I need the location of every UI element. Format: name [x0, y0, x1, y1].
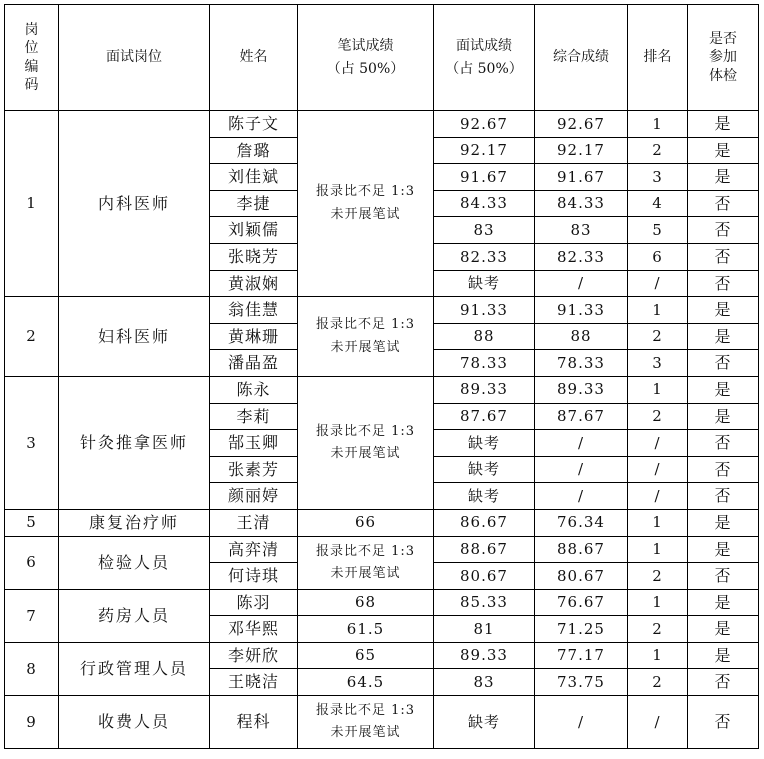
table-row — [5, 509, 759, 536]
written-note-line1: 报录比不足 1:3 — [315, 702, 416, 718]
exam-cell: 是 — [688, 589, 759, 616]
rank-cell: / — [628, 270, 688, 297]
post-code-cell: 1 — [5, 111, 59, 297]
table-row — [5, 111, 759, 138]
written-note-cell — [298, 696, 434, 749]
candidate-name-cell: 颜丽婷 — [210, 483, 298, 510]
exam-cell: 否 — [688, 696, 759, 749]
rank-cell: 1 — [628, 536, 688, 563]
header-rank: 排名 — [628, 5, 688, 111]
written-note-line1: 报录比不足 1:3 — [315, 317, 416, 333]
written-note-line2: 未开展笔试 — [330, 725, 401, 741]
candidate-name-cell: 郜玉卿 — [210, 430, 298, 457]
rank-cell: 6 — [628, 243, 688, 270]
rank-cell: / — [628, 483, 688, 510]
header-exam: 是否参加体检 — [688, 5, 759, 111]
rank-cell: 2 — [628, 403, 688, 430]
candidate-name-cell: 詹璐 — [210, 137, 298, 164]
post-name-cell: 药房人员 — [59, 589, 210, 642]
exam-cell: 是 — [688, 616, 759, 643]
total-score-cell: 78.33 — [535, 350, 628, 377]
rank-cell: 1 — [628, 509, 688, 536]
written-score-cell: 65 — [298, 642, 434, 669]
rank-cell: 1 — [628, 642, 688, 669]
total-score-cell: 82.33 — [535, 243, 628, 270]
table-row — [5, 696, 759, 749]
candidate-name-cell: 李莉 — [210, 403, 298, 430]
interview-score-cell: 缺考 — [434, 430, 535, 457]
interview-score-cell: 86.67 — [434, 509, 535, 536]
post-name-cell: 针灸推拿医师 — [59, 376, 210, 509]
candidate-name-cell: 黄琳珊 — [210, 323, 298, 350]
written-note-line2: 未开展笔试 — [330, 339, 401, 355]
candidate-name-cell: 李妍欣 — [210, 642, 298, 669]
exam-cell: 否 — [688, 669, 759, 696]
candidate-name-cell: 翁佳慧 — [210, 297, 298, 324]
total-score-cell: / — [535, 456, 628, 483]
candidate-name-cell: 程科 — [210, 696, 298, 749]
interview-score-cell: 81 — [434, 616, 535, 643]
rank-cell: 3 — [628, 164, 688, 191]
interview-score-cell: 78.33 — [434, 350, 535, 377]
interview-score-cell: 83 — [434, 669, 535, 696]
candidate-name-cell: 黄淑娴 — [210, 270, 298, 297]
rank-cell: 1 — [628, 297, 688, 324]
candidate-name-cell: 李捷 — [210, 190, 298, 217]
written-score-cell: 61.5 — [298, 616, 434, 643]
interview-score-cell: 88 — [434, 323, 535, 350]
written-note-line1: 报录比不足 1:3 — [315, 423, 416, 439]
header-written-sub: （占 50%） — [326, 60, 405, 77]
rank-cell: 2 — [628, 137, 688, 164]
exam-cell: 否 — [688, 456, 759, 483]
written-note-cell — [298, 111, 434, 297]
total-score-cell: 76.34 — [535, 509, 628, 536]
post-name-cell: 检验人员 — [59, 536, 210, 589]
written-score-cell: 64.5 — [298, 669, 434, 696]
candidate-name-cell: 陈羽 — [210, 589, 298, 616]
exam-cell: 是 — [688, 164, 759, 191]
total-score-cell: 88 — [535, 323, 628, 350]
total-score-cell: 77.17 — [535, 642, 628, 669]
interview-score-cell: 83 — [434, 217, 535, 244]
header-interview-sub: （占 50%） — [445, 60, 523, 77]
exam-cell: 否 — [688, 430, 759, 457]
interview-score-cell: 87.67 — [434, 403, 535, 430]
exam-cell: 否 — [688, 243, 759, 270]
candidate-name-cell: 高弈清 — [210, 536, 298, 563]
post-name-cell: 行政管理人员 — [59, 642, 210, 695]
written-note-cell — [298, 297, 434, 377]
interview-score-cell: 缺考 — [434, 696, 535, 749]
exam-cell: 否 — [688, 190, 759, 217]
interview-score-cell: 84.33 — [434, 190, 535, 217]
rank-cell: 2 — [628, 323, 688, 350]
rank-cell: / — [628, 696, 688, 749]
rank-cell: / — [628, 430, 688, 457]
interview-score-cell: 85.33 — [434, 589, 535, 616]
written-note-line2: 未开展笔试 — [330, 565, 401, 581]
interview-score-cell: 缺考 — [434, 270, 535, 297]
post-code-cell: 5 — [5, 509, 59, 536]
candidate-name-cell: 刘佳斌 — [210, 164, 298, 191]
total-score-cell: 91.67 — [535, 164, 628, 191]
total-score-cell: 83 — [535, 217, 628, 244]
written-note-line1: 报录比不足 1:3 — [315, 543, 416, 559]
interview-score-cell: 92.17 — [434, 137, 535, 164]
total-score-cell: 92.17 — [535, 137, 628, 164]
rank-cell: / — [628, 456, 688, 483]
total-score-cell: 87.67 — [535, 403, 628, 430]
candidate-name-cell: 邓华熙 — [210, 616, 298, 643]
header-total: 综合成绩 — [535, 5, 628, 111]
candidate-name-cell: 陈永 — [210, 376, 298, 403]
table-row — [5, 642, 759, 669]
written-note-line1: 报录比不足 1:3 — [315, 184, 416, 200]
candidate-name-cell: 刘颖儒 — [210, 217, 298, 244]
written-score-cell: 66 — [298, 509, 434, 536]
post-code-cell: 6 — [5, 536, 59, 589]
post-code-cell: 9 — [5, 696, 59, 749]
written-note-line2: 未开展笔试 — [330, 206, 401, 222]
written-score-cell: 68 — [298, 589, 434, 616]
exam-cell: 是 — [688, 323, 759, 350]
header-post: 面试岗位 — [59, 5, 210, 111]
header-name: 姓名 — [210, 5, 298, 111]
total-score-cell: / — [535, 696, 628, 749]
table-row — [5, 536, 759, 563]
candidate-name-cell: 陈子文 — [210, 111, 298, 138]
table-row — [5, 376, 759, 403]
total-score-cell: 71.25 — [535, 616, 628, 643]
interview-score-cell: 缺考 — [434, 483, 535, 510]
post-name-cell: 妇科医师 — [59, 297, 210, 377]
total-score-cell: 84.33 — [535, 190, 628, 217]
rank-cell: 4 — [628, 190, 688, 217]
candidate-name-cell: 潘晶盈 — [210, 350, 298, 377]
total-score-cell: 80.67 — [535, 563, 628, 590]
interview-score-cell: 缺考 — [434, 456, 535, 483]
total-score-cell: 88.67 — [535, 536, 628, 563]
rank-cell: 1 — [628, 589, 688, 616]
table-row — [5, 297, 759, 324]
header-written — [298, 5, 434, 111]
candidate-name-cell: 王晓洁 — [210, 669, 298, 696]
exam-cell: 否 — [688, 483, 759, 510]
interview-score-cell: 92.67 — [434, 111, 535, 138]
rank-cell: 1 — [628, 111, 688, 138]
exam-cell: 否 — [688, 270, 759, 297]
interview-score-cell: 80.67 — [434, 563, 535, 590]
exam-cell: 是 — [688, 111, 759, 138]
total-score-cell: 76.67 — [535, 589, 628, 616]
results-body — [5, 111, 759, 749]
header-interview-label: 面试成绩 — [456, 38, 512, 55]
total-score-cell: / — [535, 483, 628, 510]
header-interview — [434, 5, 535, 111]
post-name-cell: 康复治疗师 — [59, 509, 210, 536]
header-written-label: 笔试成绩 — [337, 38, 394, 55]
rank-cell: 2 — [628, 563, 688, 590]
exam-cell: 是 — [688, 509, 759, 536]
post-code-cell: 7 — [5, 589, 59, 642]
exam-cell: 是 — [688, 137, 759, 164]
exam-cell: 是 — [688, 297, 759, 324]
interview-score-cell: 89.33 — [434, 376, 535, 403]
exam-cell: 是 — [688, 642, 759, 669]
table-row — [5, 589, 759, 616]
total-score-cell: 89.33 — [535, 376, 628, 403]
rank-cell: 3 — [628, 350, 688, 377]
total-score-cell: 91.33 — [535, 297, 628, 324]
written-note-cell — [298, 376, 434, 509]
header-row — [5, 5, 759, 111]
rank-cell: 1 — [628, 376, 688, 403]
exam-cell: 是 — [688, 536, 759, 563]
rank-cell: 2 — [628, 616, 688, 643]
exam-cell: 否 — [688, 563, 759, 590]
post-name-cell: 内科医师 — [59, 111, 210, 297]
total-score-cell: 92.67 — [535, 111, 628, 138]
written-note-cell — [298, 536, 434, 589]
exam-cell: 是 — [688, 376, 759, 403]
interview-score-cell: 91.33 — [434, 297, 535, 324]
post-code-cell: 8 — [5, 642, 59, 695]
written-note-line2: 未开展笔试 — [330, 445, 401, 461]
post-code-cell: 3 — [5, 376, 59, 509]
exam-cell: 否 — [688, 350, 759, 377]
total-score-cell: 73.75 — [535, 669, 628, 696]
exam-cell: 否 — [688, 217, 759, 244]
post-name-cell: 收费人员 — [59, 696, 210, 749]
interview-score-cell: 82.33 — [434, 243, 535, 270]
results-table — [4, 4, 759, 749]
candidate-name-cell: 何诗琪 — [210, 563, 298, 590]
interview-score-cell: 88.67 — [434, 536, 535, 563]
interview-score-cell: 89.33 — [434, 642, 535, 669]
rank-cell: 2 — [628, 669, 688, 696]
interview-score-cell: 91.67 — [434, 164, 535, 191]
post-code-cell: 2 — [5, 297, 59, 377]
candidate-name-cell: 张素芳 — [210, 456, 298, 483]
total-score-cell: / — [535, 270, 628, 297]
candidate-name-cell: 王清 — [210, 509, 298, 536]
header-code: 岗位编码 — [5, 5, 59, 111]
total-score-cell: / — [535, 430, 628, 457]
candidate-name-cell: 张晓芳 — [210, 243, 298, 270]
exam-cell: 是 — [688, 403, 759, 430]
rank-cell: 5 — [628, 217, 688, 244]
